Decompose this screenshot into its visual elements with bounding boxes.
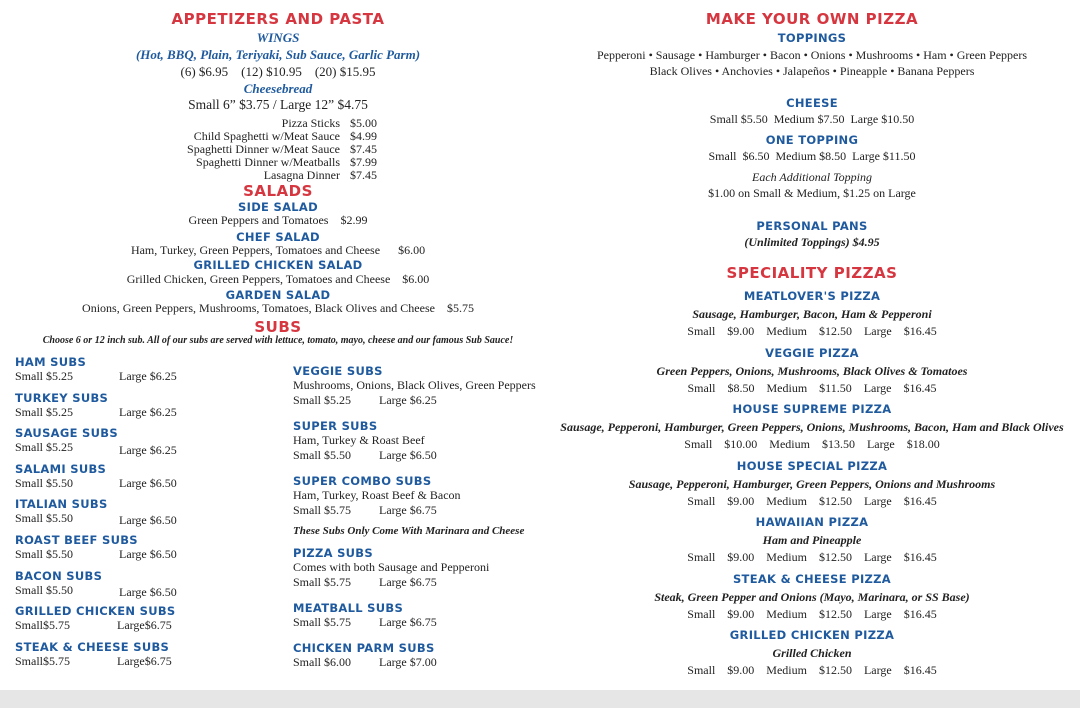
sub-item	[15, 391, 275, 427]
sub-small-price: Small $5.75	[293, 503, 352, 517]
sub-small-price: Small $5.75	[293, 575, 352, 589]
speciality-pizza-title: HAWAIIAN PIZZA	[755, 515, 869, 529]
sub-desc: Mushrooms, Onions, Black Olives, Green Peppers	[293, 378, 536, 392]
sub-title: SUPER COMBO SUBS	[293, 474, 432, 488]
sub-title: ROAST BEEF SUBS	[15, 532, 138, 547]
speciality-pizza-desc: Steak, Green Pepper and Onions (Mayo, Marinara, or SS Base)	[654, 589, 970, 604]
speciality-pizza-title: VEGGIE PIZZA	[765, 345, 859, 360]
sub-large-price: Large $6.25	[119, 404, 177, 419]
sub-large-price: Large $6.50	[379, 448, 437, 462]
speciality-pizza-prices: Small $10.00 Medium $13.50 Large $18.00	[684, 437, 940, 451]
one-topping-title: ONE TOPPING	[765, 133, 859, 147]
sub-large-price: Large $6.75	[379, 503, 437, 517]
subs-marinara-note: These Subs Only Come With Marinara and Cheese	[293, 525, 525, 537]
salad-desc: Onions, Green Peppers, Mushrooms, Tomatoes, Black Olives and Cheese $5.75	[82, 301, 474, 315]
sub-desc: Comes with both Sausage and Pepperoni	[293, 560, 490, 574]
subs-title: SUBS	[254, 318, 302, 336]
sub-title: BACON SUBS	[15, 568, 103, 583]
speciality-pizza-desc: Sausage, Hamburger, Bacon, Ham & Pepperoni	[692, 307, 932, 321]
sub-small-price: Small $5.50	[15, 582, 74, 597]
sub-small-price: Small $5.50	[15, 511, 74, 526]
salad-title: SIDE SALAD	[238, 200, 318, 214]
pasta-item-name: Spaghetti Dinner w/Meatballs	[196, 155, 340, 169]
salad-desc: Ham, Turkey, Green Peppers, Tomatoes and Cheese $6.00	[130, 243, 426, 257]
wings-flavors: (Hot, BBQ, Plain, Teriyaki, Sub Sauce, Garlic Parm)	[135, 47, 421, 62]
pasta-item-price: $4.99	[350, 129, 377, 143]
speciality-pizza-prices: Small $9.00 Medium $12.50 Large $16.45	[687, 550, 937, 564]
sub-large-price: Large $7.00	[379, 655, 437, 669]
subs-column-2	[293, 364, 553, 669]
sub-title: SUPER SUBS	[293, 419, 378, 433]
sub-large-price: Large $6.25	[119, 443, 177, 458]
speciality-pizza-desc: Green Peppers, Onions, Mushrooms, Black Olives & Tomatoes	[656, 363, 968, 378]
sub-item	[15, 462, 275, 498]
cheesebread-prices: Small 6” $3.75 / Large 12” $4.75	[188, 97, 368, 112]
sub-small-price: Small $5.25	[15, 369, 74, 383]
sub-title: PIZZA SUBS	[293, 546, 373, 560]
sub-item	[15, 426, 275, 462]
sub-small-price: Small$5.75	[15, 618, 71, 633]
pasta-item-price: $7.45	[350, 168, 377, 182]
sub-title: SALAMI SUBS	[15, 461, 107, 476]
speciality-pizza-prices: Small $9.00 Medium $12.50 Large $16.45	[687, 663, 937, 677]
sub-item	[15, 569, 275, 605]
speciality-pizza-title: GRILLED CHICKEN PIZZA	[729, 628, 895, 642]
appetizers-title: APPETIZERS AND PASTA	[171, 10, 385, 28]
speciality-pizza-title: HOUSE SPECIAL PIZZA	[736, 458, 888, 473]
cheese-title: CHEESE	[786, 96, 838, 110]
speciality-pizza-desc: Grilled Chicken	[772, 646, 852, 660]
speciality-pizza	[552, 459, 1072, 516]
sub-large-price: Large $6.50	[119, 513, 177, 528]
pasta-item-name: Pizza Sticks	[281, 116, 340, 130]
sub-large-price: Large $6.50	[119, 584, 177, 599]
sub-small-price: Small $5.25	[15, 440, 74, 455]
speciality-pizza-prices: Small $9.00 Medium $12.50 Large $16.45	[687, 493, 937, 508]
subs-note: Choose 6 or 12 inch sub. All of our subs are served with lettuce, tomato, mayo, cheese and our famous Sub Sauce!	[42, 335, 514, 346]
sub-large-price: Large $6.50	[119, 475, 177, 490]
speciality-pizza	[552, 289, 1072, 346]
sub-title: VEGGIE SUBS	[293, 364, 383, 378]
additional-topping-prices: $1.00 on Small & Medium, $1.25 on Large	[708, 186, 916, 200]
bottom-scroll-strip	[0, 690, 1080, 708]
salads-title: SALADS	[243, 182, 313, 200]
speciality-pizza-prices: Small $9.00 Medium $12.50 Large $16.45	[687, 324, 937, 338]
sub-item	[15, 640, 275, 676]
pasta-item-name: Spaghetti Dinner w/Meat Sauce	[187, 142, 340, 156]
speciality-pizza-desc: Ham and Pineapple	[762, 533, 862, 547]
sub-small-price: Small$5.75	[15, 653, 71, 668]
sub-desc: Ham, Turkey, Roast Beef & Bacon	[293, 488, 461, 502]
speciality-pizza-title: STEAK & CHEESE PIZZA	[732, 571, 892, 586]
sub-item	[15, 533, 275, 569]
toppings-line-2: Black Olives • Anchovies • Jalapeños • Pineapple • Banana Peppers	[649, 64, 975, 78]
speciality-pizza	[552, 628, 1072, 685]
speciality-pizza-prices: Small $8.50 Medium $11.50 Large $16.45	[687, 380, 937, 395]
make-your-own-title: MAKE YOUR OWN PIZZA	[705, 10, 919, 28]
sub-large-price: Large $6.25	[119, 369, 177, 383]
sub-small-price: Small $5.25	[15, 404, 74, 419]
additional-topping-title: Each Additional Topping	[751, 170, 873, 184]
personal-pans-title: PERSONAL PANS	[756, 219, 868, 233]
toppings-title: TOPPINGS	[777, 31, 847, 45]
salad-desc: Green Peppers and Tomatoes $2.99	[188, 213, 368, 227]
pasta-item-name: Lasagna Dinner	[263, 168, 340, 182]
wings-title: WINGS	[256, 30, 300, 45]
sub-title: HAM SUBS	[15, 355, 87, 369]
cheese-prices: Small $5.50 Medium $7.50 Large $10.50	[709, 112, 915, 126]
sub-large-price: Large $6.25	[379, 393, 437, 407]
pasta-item-price: $7.99	[350, 155, 377, 169]
sub-small-price: Small $5.75	[293, 615, 352, 629]
speciality-pizza	[552, 515, 1072, 572]
sub-large-price: Large$6.75	[117, 618, 172, 633]
sub-small-price: Small $5.50	[15, 475, 74, 490]
sub-large-price: Large $6.50	[119, 546, 177, 561]
sub-large-price: Large$6.75	[117, 653, 172, 668]
speciality-pizza	[552, 572, 1072, 629]
sub-title: TURKEY SUBS	[15, 390, 109, 405]
speciality-pizza-desc: Sausage, Pepperoni, Hamburger, Green Peppers, Onions, Mushrooms, Bacon, Ham and Black Olives	[560, 420, 1064, 434]
sub-large-price: Large $6.75	[379, 615, 437, 629]
salad-title: CHEF SALAD	[236, 230, 320, 244]
salad-title: GRILLED CHICKEN SALAD	[193, 258, 363, 272]
speciality-pizza-desc: Sausage, Pepperoni, Hamburger, Green Peppers, Onions and Mushrooms	[628, 476, 996, 491]
sub-title: STEAK & CHEESE SUBS	[15, 639, 170, 654]
sub-small-price: Small $6.00	[293, 655, 352, 669]
speciality-list	[552, 289, 1072, 685]
personal-pans-desc: (Unlimited Toppings) $4.95	[744, 235, 880, 249]
sub-item	[15, 497, 275, 533]
sub-title: CHICKEN PARM SUBS	[293, 641, 435, 655]
wings-prices: (6) $6.95 (12) $10.95 (20) $15.95	[180, 64, 376, 79]
one-topping-prices: Small $6.50 Medium $8.50 Large $11.50	[708, 149, 916, 163]
pasta-item-price: $7.45	[350, 142, 377, 156]
pasta-item-price: $5.00	[350, 116, 377, 130]
sub-title: SAUSAGE SUBS	[15, 426, 118, 441]
salad-title: GARDEN SALAD	[225, 288, 331, 302]
speciality-pizza	[552, 402, 1072, 459]
speciality-pizza-prices: Small $9.00 Medium $12.50 Large $16.45	[687, 606, 937, 621]
sub-title: GRILLED CHICKEN SUBS	[15, 604, 176, 619]
sub-item	[15, 604, 275, 640]
sub-title: MEATBALL SUBS	[293, 601, 404, 615]
sub-title: ITALIAN SUBS	[15, 497, 108, 512]
speciality-pizza	[552, 346, 1072, 403]
cheesebread-title: Cheesebread	[243, 81, 313, 96]
speciality-pizzas-title: SPECIALITY PIZZAS	[726, 264, 898, 282]
sub-small-price: Small $5.50	[293, 448, 352, 462]
speciality-pizza-title: HOUSE SUPREME PIZZA	[732, 402, 892, 416]
sub-large-price: Large $6.75	[379, 575, 437, 589]
sub-small-price: Small $5.25	[293, 393, 352, 407]
sub-item	[15, 355, 275, 391]
toppings-line-1: Pepperoni • Sausage • Hamburger • Bacon • Onions • Mushrooms • Ham • Green Peppers	[596, 48, 1028, 62]
sub-desc: Ham, Turkey & Roast Beef	[293, 433, 425, 447]
sub-small-price: Small $5.50	[15, 546, 74, 561]
pasta-item-name: Child Spaghetti w/Meat Sauce	[193, 129, 340, 143]
subs-column-1	[15, 355, 275, 675]
speciality-pizza-title: MEATLOVER'S PIZZA	[743, 289, 881, 303]
pasta-list	[160, 117, 400, 182]
salad-desc: Grilled Chicken, Green Peppers, Tomatoes and Cheese $6.00	[126, 272, 430, 286]
